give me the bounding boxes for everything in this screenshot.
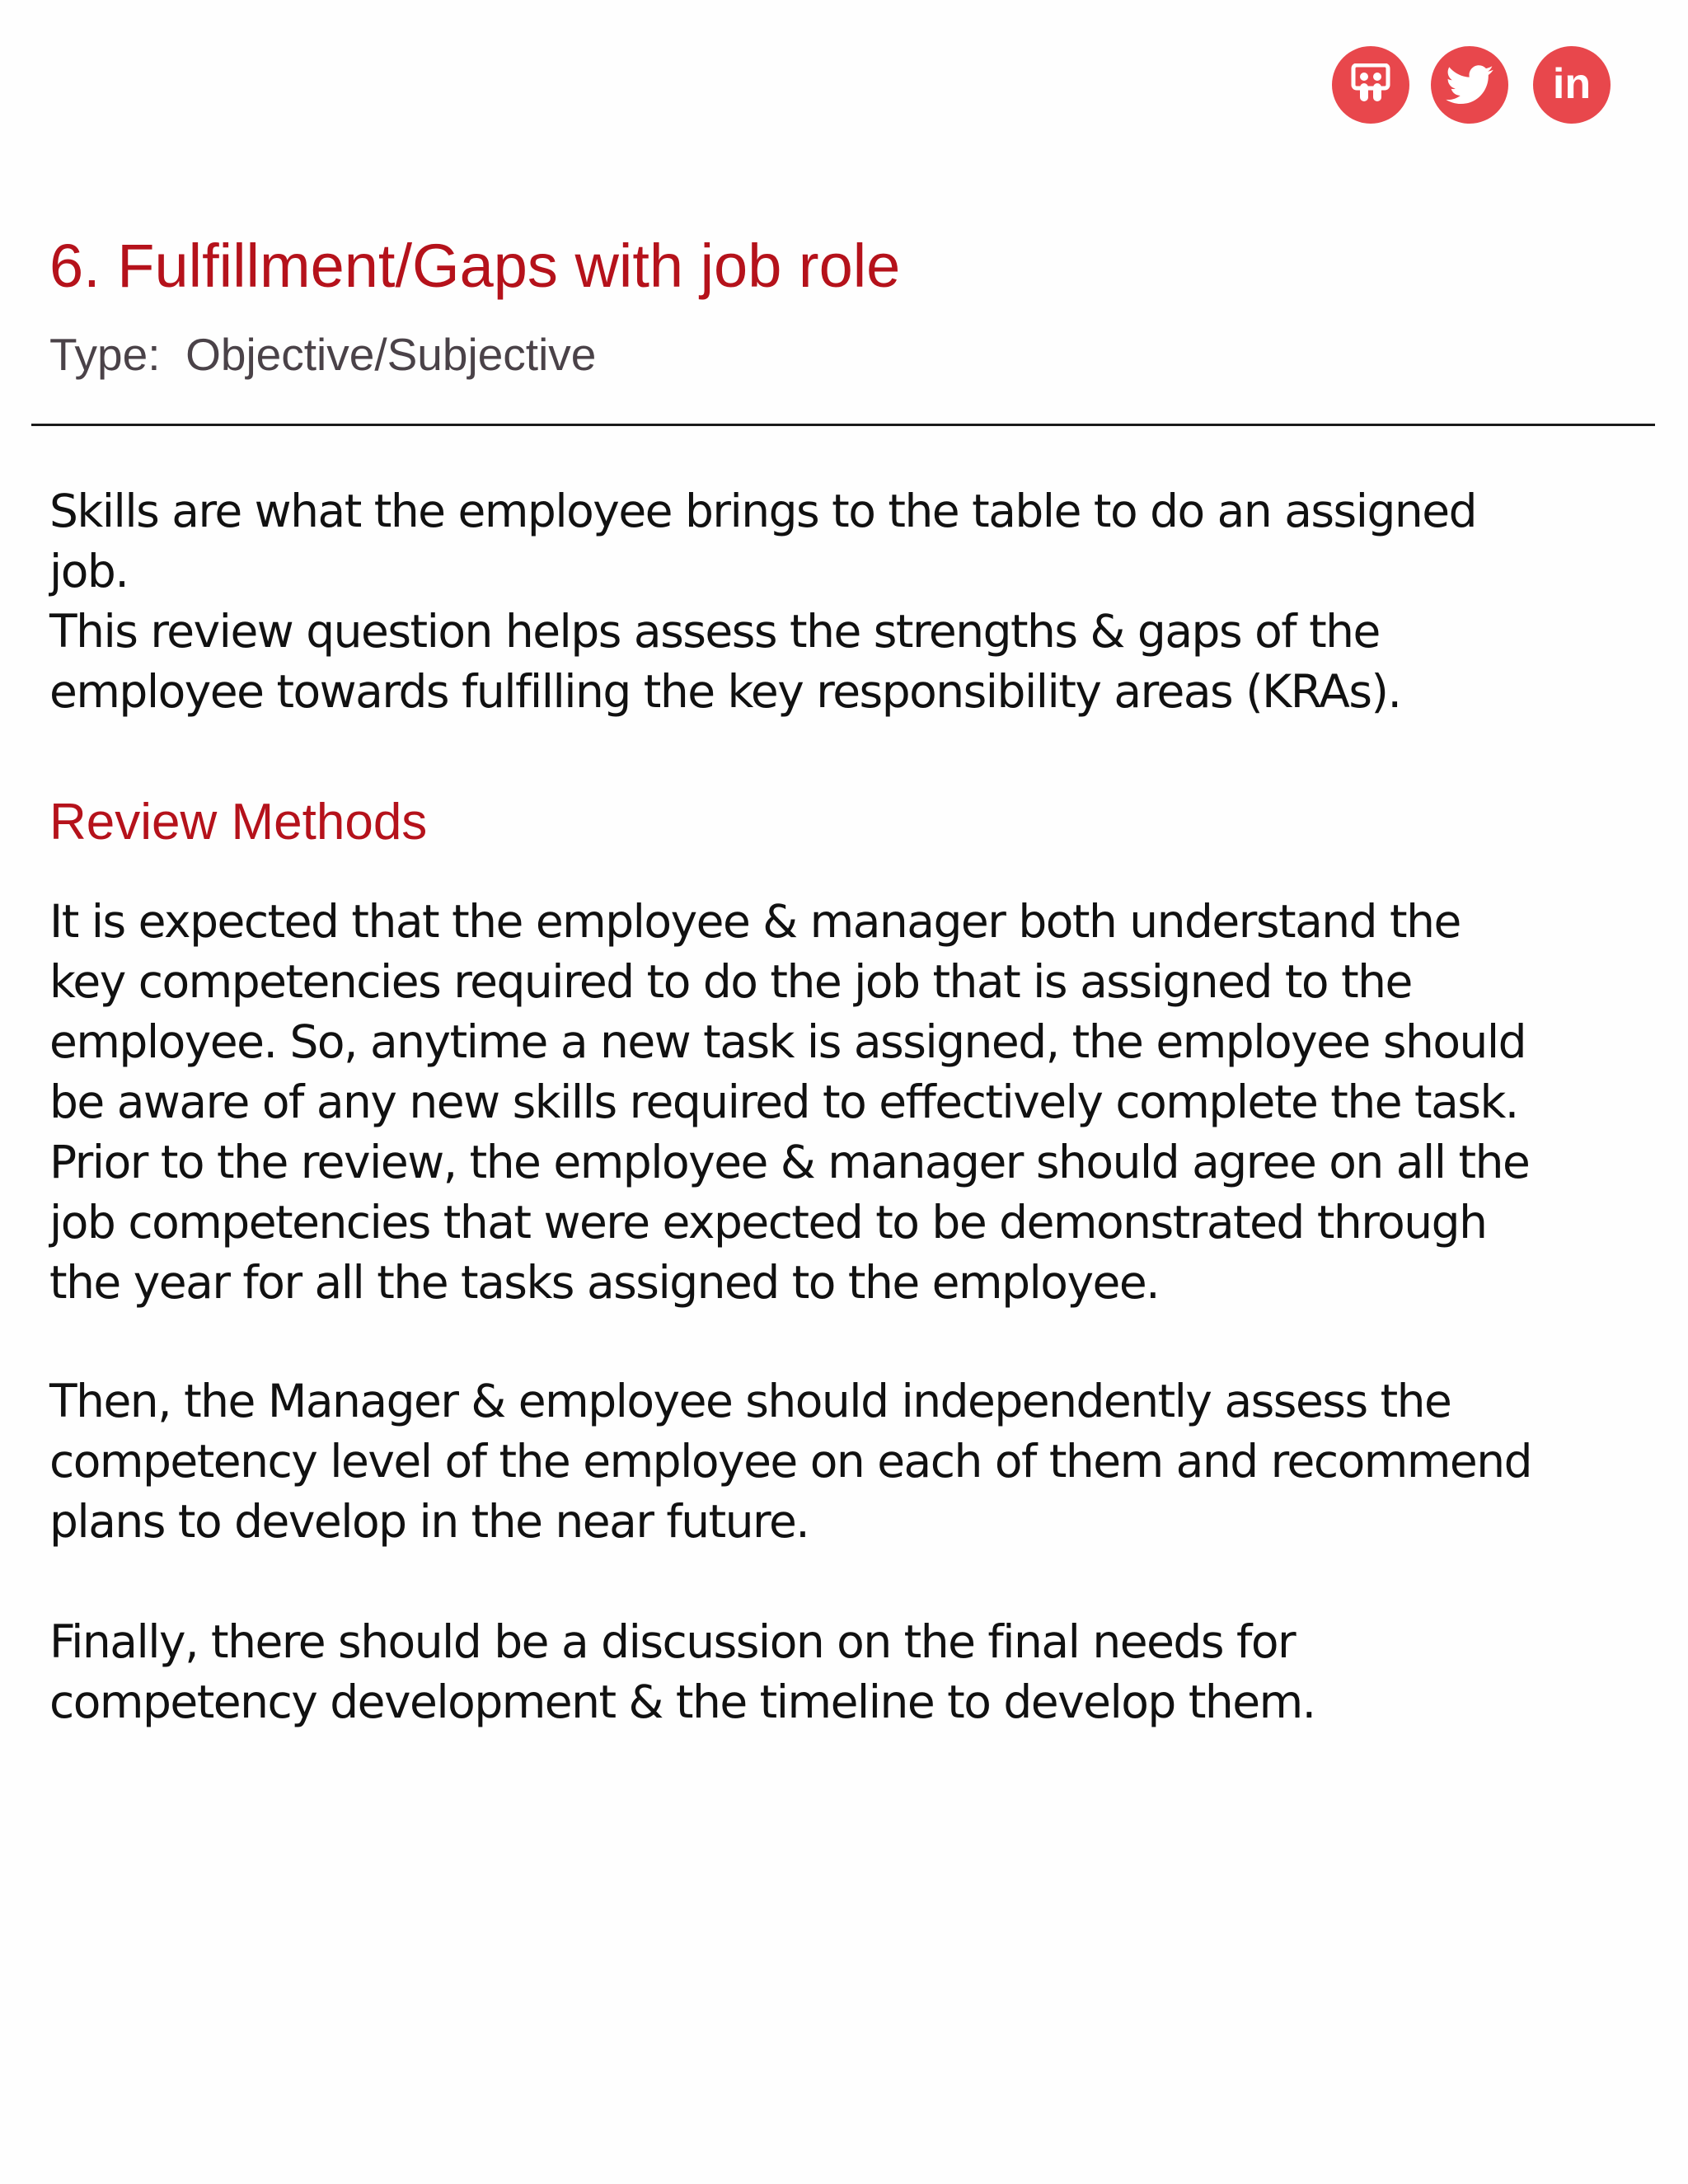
- slideshare-icon: [1350, 63, 1391, 106]
- review-method-paragraph-2: Then, the Manager & employee should independently assess the competency level of the employee on each of them and recommend plans to develop in the near future.: [49, 1375, 1532, 1548]
- question-type: Type: Objective/Subjective: [49, 329, 597, 380]
- social-share-bar: [1332, 46, 1612, 125]
- linkedin-icon: [1547, 60, 1597, 110]
- section-heading-review-methods: Review Methods: [49, 794, 428, 851]
- twitter-button[interactable]: [1431, 46, 1508, 124]
- twitter-icon: [1446, 65, 1493, 105]
- svg-text:in: in: [1552, 60, 1592, 108]
- slideshare-button[interactable]: [1332, 46, 1409, 124]
- page-title: 6. Fulfillment/Gaps with job role: [49, 232, 901, 300]
- divider: [31, 424, 1655, 426]
- intro-paragraph: Skills are what the employee brings to the table to do an assigned job. This review question helps assess the strengths & gaps of the employee towards fulfilling the key responsibility areas (KRAs).: [49, 485, 1477, 718]
- review-method-paragraph-3: Finally, there should be a discussion on the final needs for competency development & the timeline to develop them.: [49, 1615, 1315, 1728]
- review-method-paragraph-1: It is expected that the employee & manager both understand the key competencies required to do the job that is assigned to the employee. So, anytime a new task is assigned, the employee should be aware of any new skills required to effectively complete the task. Prior to the review, the employee & manager should agree on all the job competencies that were expected to be demonstrated through the year for all the tasks assigned to the employee.: [49, 895, 1530, 1309]
- linkedin-button[interactable]: [1533, 46, 1611, 124]
